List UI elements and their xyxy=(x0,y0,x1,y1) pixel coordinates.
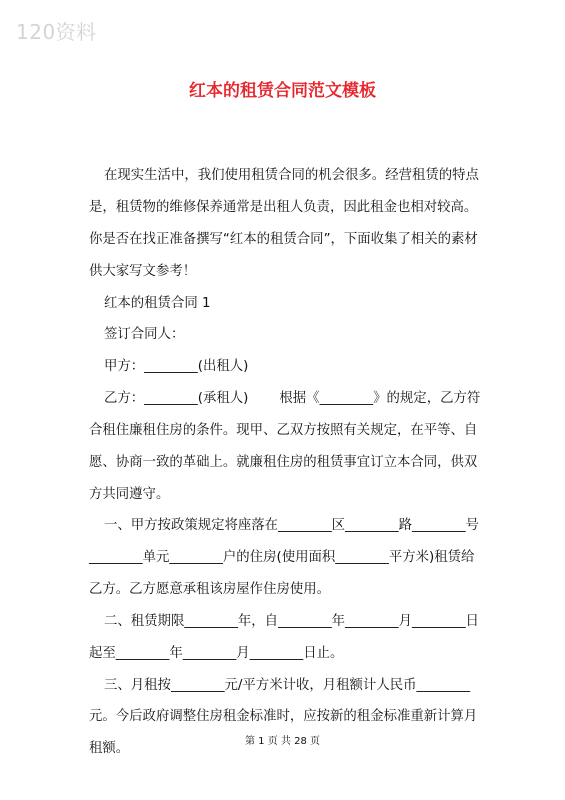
body-line: 起至________年________月________日止。 xyxy=(89,646,344,661)
body-line: 甲方：________(出租人) xyxy=(104,359,249,374)
body-line: 乙方：________(承租人) 根据《________》的规定，乙方符 xyxy=(104,391,481,406)
watermark-logo: 120资料 xyxy=(16,20,97,44)
body-line: 是，租赁物的维修保养通常是出租人负责，因此租金也相对较高。 xyxy=(89,200,478,215)
clause-1: 一、甲方按政策规定将座落在________区________路________号 xyxy=(104,518,479,533)
body-line: 方共同遵守。 xyxy=(89,487,170,502)
body-line: 租额。 xyxy=(89,741,130,756)
clause-2: 二、租赁期限________年，自________年________月________日 xyxy=(104,614,479,629)
body-line: ________单元________户的住房(使用面积________平方米)租赁给 xyxy=(89,550,475,565)
body-line: 在现实生活中，我们使用租赁合同的机会很多。经营租赁的特点 xyxy=(104,168,479,183)
body-line: 乙方。乙方愿意承租该房屋作住房使用。 xyxy=(89,582,331,597)
clause-3: 三、月租按________元/平方米计收，月租额计人民币________ xyxy=(104,678,471,693)
body-line: 合租住廉租住房的条件。现甲、乙双方按照有关规定，在平等、自 xyxy=(89,423,478,438)
body-line: 元。今后政府调整住房租金标准时，应按新的租金标准重新计算月 xyxy=(89,709,478,724)
contract-heading: 红本的租赁合同 1 xyxy=(104,296,211,311)
body-line: 供大家写文参考！ xyxy=(89,264,197,279)
body-line: 签订合同人： xyxy=(104,327,185,342)
body-line: 你是否在找正准备撰写“红本的租赁合同”，下面收集了相关的素材 xyxy=(89,232,478,247)
page-number: 第 1 页 共 28 页 xyxy=(245,736,320,747)
document-title: 红本的租赁合同范文模板 xyxy=(189,81,376,101)
body-line: 愿、协商一致的革础上。就廉租住房的租赁事宜订立本合同，供双 xyxy=(89,455,478,470)
